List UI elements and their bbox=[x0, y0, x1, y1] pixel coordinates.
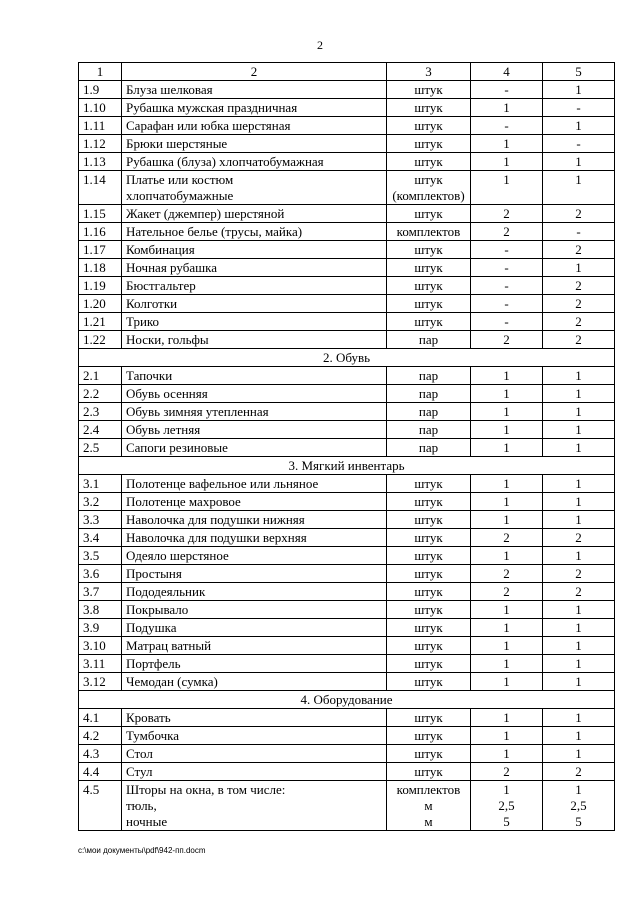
unit-cell: штук bbox=[387, 673, 471, 691]
unit-cell: штук bbox=[387, 745, 471, 763]
table-row bbox=[79, 295, 615, 313]
table-row bbox=[79, 313, 615, 331]
table-row bbox=[79, 205, 615, 223]
quantity-col4-line: 5 bbox=[503, 814, 510, 829]
quantity-col4-cell: - bbox=[471, 117, 543, 135]
table-row bbox=[79, 655, 615, 673]
item-name-cell: Колготки bbox=[122, 295, 387, 313]
item-number-cell: 1.15 bbox=[79, 205, 122, 223]
section-header-row bbox=[79, 457, 615, 475]
quantity-col4-cell: 2 bbox=[471, 763, 543, 781]
item-name-line: Шторы на окна, в том числе: bbox=[126, 782, 286, 797]
unit-cell: штук bbox=[387, 153, 471, 171]
item-name-cell: Рубашка (блуза) хлопчатобумажная bbox=[122, 153, 387, 171]
table-row bbox=[79, 745, 615, 763]
table-row bbox=[79, 153, 615, 171]
header-cell-4: 4 bbox=[471, 63, 543, 81]
unit-line: комплектов bbox=[396, 782, 461, 797]
unit-cell: пар bbox=[387, 403, 471, 421]
unit-cell: штук bbox=[387, 241, 471, 259]
unit-line: м bbox=[424, 798, 433, 813]
quantity-col5-cell: - bbox=[543, 99, 615, 117]
quantity-col5-cell: 1 bbox=[543, 171, 615, 205]
item-name-cell: Обувь осенняя bbox=[122, 385, 387, 403]
quantity-col4-cell bbox=[471, 781, 543, 831]
unit-cell: штук bbox=[387, 493, 471, 511]
unit-cell: штук bbox=[387, 583, 471, 601]
table-body bbox=[79, 81, 615, 831]
quantity-col5-cell: 2 bbox=[543, 205, 615, 223]
item-number-cell: 1.20 bbox=[79, 295, 122, 313]
item-number-cell: 2.2 bbox=[79, 385, 122, 403]
quantity-col5-cell: 2 bbox=[543, 313, 615, 331]
item-name-cell: Сарафан или юбка шерстяная bbox=[122, 117, 387, 135]
header-cell-5: 5 bbox=[543, 63, 615, 81]
item-name-cell: Брюки шерстяные bbox=[122, 135, 387, 153]
item-number-cell: 3.7 bbox=[79, 583, 122, 601]
unit-cell: штук bbox=[387, 117, 471, 135]
item-number-cell: 2.3 bbox=[79, 403, 122, 421]
table-row bbox=[79, 241, 615, 259]
item-number-cell: 3.2 bbox=[79, 493, 122, 511]
unit-cell: пар bbox=[387, 385, 471, 403]
quantity-col4-cell: 1 bbox=[471, 727, 543, 745]
header-cell-3: 3 bbox=[387, 63, 471, 81]
quantity-col4-cell: 2 bbox=[471, 583, 543, 601]
item-name-cell: Блуза шелковая bbox=[122, 81, 387, 99]
unit-cell: штук bbox=[387, 529, 471, 547]
table-row bbox=[79, 529, 615, 547]
unit-cell: штук bbox=[387, 727, 471, 745]
item-name-cell: Бюстгальтер bbox=[122, 277, 387, 295]
table-row bbox=[79, 673, 615, 691]
item-name-cell: Нательное белье (трусы, майка) bbox=[122, 223, 387, 241]
table-row bbox=[79, 565, 615, 583]
quantity-col4-cell: 1 bbox=[471, 135, 543, 153]
item-name-cell: Простыня bbox=[122, 565, 387, 583]
unit-cell: штук bbox=[387, 99, 471, 117]
quantity-col5-cell: 1 bbox=[543, 547, 615, 565]
table-row bbox=[79, 475, 615, 493]
item-number-cell: 4.1 bbox=[79, 709, 122, 727]
item-number-cell: 1.16 bbox=[79, 223, 122, 241]
item-name-cell: Подушка bbox=[122, 619, 387, 637]
quantity-col5-cell: 2 bbox=[543, 331, 615, 349]
item-name-cell: Рубашка мужская праздничная bbox=[122, 99, 387, 117]
header-cell-2: 2 bbox=[122, 63, 387, 81]
quantity-col4-cell: 1 bbox=[471, 493, 543, 511]
item-name-cell: Тапочки bbox=[122, 367, 387, 385]
table-row bbox=[79, 547, 615, 565]
item-number-cell: 1.9 bbox=[79, 81, 122, 99]
item-name-cell: Матрац ватный bbox=[122, 637, 387, 655]
header-cell-1: 1 bbox=[79, 63, 122, 81]
quantity-col5-cell: 1 bbox=[543, 511, 615, 529]
quantity-col5-cell: 1 bbox=[543, 259, 615, 277]
item-number-cell: 3.5 bbox=[79, 547, 122, 565]
quantity-col5-cell: 1 bbox=[543, 117, 615, 135]
quantity-col4-cell: 1 bbox=[471, 475, 543, 493]
page-number: 2 bbox=[317, 38, 323, 52]
quantity-col4-cell: 1 bbox=[471, 99, 543, 117]
quantity-col4-cell: 2 bbox=[471, 205, 543, 223]
quantity-col5-cell: 1 bbox=[543, 745, 615, 763]
table-row bbox=[79, 637, 615, 655]
quantity-col4-cell: 2 bbox=[471, 223, 543, 241]
unit-cell: штук bbox=[387, 313, 471, 331]
unit-cell: штук bbox=[387, 475, 471, 493]
item-name-cell: Комбинация bbox=[122, 241, 387, 259]
unit-cell: пар bbox=[387, 421, 471, 439]
item-number-cell: 3.10 bbox=[79, 637, 122, 655]
table-row bbox=[79, 601, 615, 619]
unit-cell: комплектов bbox=[387, 223, 471, 241]
unit-cell bbox=[387, 171, 471, 205]
quantity-col5-cell: 1 bbox=[543, 439, 615, 457]
item-name-cell: Кровать bbox=[122, 709, 387, 727]
unit-cell: штук bbox=[387, 135, 471, 153]
quantity-col4-cell: 1 bbox=[471, 367, 543, 385]
quantity-col4-cell: 1 bbox=[471, 547, 543, 565]
quantity-col4-cell: 1 bbox=[471, 153, 543, 171]
item-name-cell: Ночная рубашка bbox=[122, 259, 387, 277]
section-header-row bbox=[79, 349, 615, 367]
quantity-col4-line: 1 bbox=[503, 782, 510, 797]
table-row bbox=[79, 781, 615, 831]
item-number-cell: 1.19 bbox=[79, 277, 122, 295]
item-number-cell: 1.17 bbox=[79, 241, 122, 259]
unit-line: м bbox=[424, 814, 433, 829]
item-name-cell: Трико bbox=[122, 313, 387, 331]
table-row bbox=[79, 385, 615, 403]
quantity-col5-line: 1 bbox=[575, 782, 582, 797]
table-row bbox=[79, 493, 615, 511]
table-row bbox=[79, 99, 615, 117]
table-row bbox=[79, 421, 615, 439]
item-name-cell: Обувь зимняя утепленная bbox=[122, 403, 387, 421]
table-row bbox=[79, 709, 615, 727]
item-number-cell: 4.4 bbox=[79, 763, 122, 781]
table-row bbox=[79, 763, 615, 781]
quantity-col4-cell: - bbox=[471, 277, 543, 295]
item-number-cell: 1.22 bbox=[79, 331, 122, 349]
quantity-col5-cell: 1 bbox=[543, 727, 615, 745]
quantity-col4-cell: - bbox=[471, 259, 543, 277]
section-title: 2. Обувь bbox=[79, 349, 615, 367]
item-number-cell: 1.10 bbox=[79, 99, 122, 117]
table-row bbox=[79, 619, 615, 637]
item-number-cell: 1.13 bbox=[79, 153, 122, 171]
unit-cell: штук bbox=[387, 547, 471, 565]
item-name-cell: Чемодан (сумка) bbox=[122, 673, 387, 691]
item-number-cell: 4.5 bbox=[79, 781, 122, 831]
item-name-cell: Стул bbox=[122, 763, 387, 781]
item-number-cell: 4.2 bbox=[79, 727, 122, 745]
quantity-col4-cell: - bbox=[471, 295, 543, 313]
item-name-cell: Носки, гольфы bbox=[122, 331, 387, 349]
item-name-cell: Наволочка для подушки верхняя bbox=[122, 529, 387, 547]
section-title: 3. Мягкий инвентарь bbox=[79, 457, 615, 475]
item-number-cell: 3.8 bbox=[79, 601, 122, 619]
quantity-col5-cell: - bbox=[543, 223, 615, 241]
quantity-col5-cell: 1 bbox=[543, 385, 615, 403]
item-number-cell: 3.6 bbox=[79, 565, 122, 583]
item-name-line: тюль, bbox=[126, 798, 157, 813]
quantity-col5-cell: 1 bbox=[543, 493, 615, 511]
item-name-line: Платье или костюм bbox=[126, 172, 234, 187]
quantity-col5-cell bbox=[543, 781, 615, 831]
quantity-col5-cell: 1 bbox=[543, 403, 615, 421]
item-name-cell bbox=[122, 781, 387, 831]
unit-cell: пар bbox=[387, 367, 471, 385]
table-row bbox=[79, 331, 615, 349]
item-number-cell: 2.1 bbox=[79, 367, 122, 385]
item-number-cell: 1.18 bbox=[79, 259, 122, 277]
quantity-col5-cell: 2 bbox=[543, 241, 615, 259]
item-name-cell bbox=[122, 171, 387, 205]
quantity-col4-cell: - bbox=[471, 313, 543, 331]
quantity-col5-cell: 1 bbox=[543, 601, 615, 619]
quantity-col5-cell: 1 bbox=[543, 421, 615, 439]
quantity-col5-cell: 1 bbox=[543, 655, 615, 673]
quantity-col4-cell: 1 bbox=[471, 619, 543, 637]
unit-cell bbox=[387, 781, 471, 831]
unit-cell: штук bbox=[387, 259, 471, 277]
quantity-col4-cell: 2 bbox=[471, 565, 543, 583]
quantity-col5-line: 5 bbox=[575, 814, 582, 829]
quantity-col4-cell: 1 bbox=[471, 385, 543, 403]
item-number-cell: 4.3 bbox=[79, 745, 122, 763]
quantity-col5-cell: 2 bbox=[543, 277, 615, 295]
unit-line: (комплектов) bbox=[392, 188, 465, 203]
quantity-col5-cell: 1 bbox=[543, 153, 615, 171]
quantity-col5-line: 2,5 bbox=[570, 798, 587, 813]
table-row bbox=[79, 135, 615, 153]
quantity-col5-cell: 1 bbox=[543, 673, 615, 691]
item-name-cell: Пододеяльник bbox=[122, 583, 387, 601]
quantity-col5-cell: 1 bbox=[543, 81, 615, 99]
quantity-col4-cell: 1 bbox=[471, 171, 543, 205]
table-row bbox=[79, 583, 615, 601]
item-name-cell: Обувь летняя bbox=[122, 421, 387, 439]
unit-cell: штук bbox=[387, 295, 471, 313]
quantity-col5-cell: 1 bbox=[543, 367, 615, 385]
quantity-col5-cell: - bbox=[543, 135, 615, 153]
quantity-col4-line: 2,5 bbox=[498, 798, 515, 813]
quantity-col5-cell: 2 bbox=[543, 529, 615, 547]
item-number-cell: 3.12 bbox=[79, 673, 122, 691]
item-name-cell: Наволочка для подушки нижняя bbox=[122, 511, 387, 529]
quantity-col5-cell: 2 bbox=[543, 763, 615, 781]
item-name-cell: Одеяло шерстяное bbox=[122, 547, 387, 565]
item-number-cell: 1.11 bbox=[79, 117, 122, 135]
quantity-col5-cell: 1 bbox=[543, 709, 615, 727]
quantity-col4-cell: 1 bbox=[471, 403, 543, 421]
quantity-col5-cell: 2 bbox=[543, 583, 615, 601]
quantity-col4-cell: 2 bbox=[471, 331, 543, 349]
quantity-col5-cell: 2 bbox=[543, 565, 615, 583]
unit-cell: штук bbox=[387, 709, 471, 727]
table-row bbox=[79, 277, 615, 295]
item-name-line: хлопчатобумажные bbox=[126, 188, 234, 203]
unit-cell: штук bbox=[387, 655, 471, 673]
unit-cell: штук bbox=[387, 511, 471, 529]
quantity-col5-cell: 1 bbox=[543, 637, 615, 655]
item-number-cell: 3.9 bbox=[79, 619, 122, 637]
quantity-col4-cell: 1 bbox=[471, 709, 543, 727]
section-title: 4. Оборудование bbox=[79, 691, 615, 709]
item-number-cell: 1.12 bbox=[79, 135, 122, 153]
item-name-line: ночные bbox=[126, 814, 168, 829]
unit-cell: штук bbox=[387, 601, 471, 619]
table-row bbox=[79, 81, 615, 99]
file-path-footer: c:\мои документы\pdf\942-пп.docm bbox=[78, 846, 206, 855]
table-row bbox=[79, 727, 615, 745]
quantity-col4-cell: 1 bbox=[471, 439, 543, 457]
table-row bbox=[79, 511, 615, 529]
unit-cell: пар bbox=[387, 331, 471, 349]
table-header-row bbox=[79, 63, 615, 81]
unit-cell: штук bbox=[387, 637, 471, 655]
item-name-cell: Полотенце махровое bbox=[122, 493, 387, 511]
item-number-cell: 2.4 bbox=[79, 421, 122, 439]
unit-cell: штук bbox=[387, 565, 471, 583]
quantity-col4-cell: 1 bbox=[471, 655, 543, 673]
item-name-cell: Стол bbox=[122, 745, 387, 763]
quantity-col4-cell: 1 bbox=[471, 601, 543, 619]
table-row bbox=[79, 171, 615, 205]
unit-cell: штук bbox=[387, 619, 471, 637]
unit-cell: штук bbox=[387, 763, 471, 781]
table-row bbox=[79, 259, 615, 277]
item-name-cell: Сапоги резиновые bbox=[122, 439, 387, 457]
table-row bbox=[79, 403, 615, 421]
quantity-col4-cell: 1 bbox=[471, 673, 543, 691]
item-number-cell: 2.5 bbox=[79, 439, 122, 457]
quantity-col4-cell: 1 bbox=[471, 745, 543, 763]
item-number-cell: 3.11 bbox=[79, 655, 122, 673]
table-row bbox=[79, 367, 615, 385]
item-name-cell: Портфель bbox=[122, 655, 387, 673]
quantity-col4-cell: 1 bbox=[471, 511, 543, 529]
table-row bbox=[79, 223, 615, 241]
item-number-cell: 3.4 bbox=[79, 529, 122, 547]
item-number-cell: 3.1 bbox=[79, 475, 122, 493]
item-name-cell: Тумбочка bbox=[122, 727, 387, 745]
quantity-col4-cell: - bbox=[471, 241, 543, 259]
item-number-cell: 1.21 bbox=[79, 313, 122, 331]
table-row bbox=[79, 117, 615, 135]
unit-cell: пар bbox=[387, 439, 471, 457]
quantity-col5-cell: 1 bbox=[543, 475, 615, 493]
section-header-row bbox=[79, 691, 615, 709]
unit-cell: штук bbox=[387, 277, 471, 295]
quantity-col4-cell: - bbox=[471, 81, 543, 99]
quantity-col5-cell: 2 bbox=[543, 295, 615, 313]
table-row bbox=[79, 439, 615, 457]
items-table bbox=[78, 62, 615, 831]
item-name-cell: Жакет (джемпер) шерстяной bbox=[122, 205, 387, 223]
quantity-col4-cell: 1 bbox=[471, 421, 543, 439]
item-name-cell: Полотенце вафельное или льняное bbox=[122, 475, 387, 493]
item-number-cell: 1.14 bbox=[79, 171, 122, 205]
unit-cell: штук bbox=[387, 205, 471, 223]
quantity-col4-cell: 1 bbox=[471, 637, 543, 655]
quantity-col5-cell: 1 bbox=[543, 619, 615, 637]
item-name-cell: Покрывало bbox=[122, 601, 387, 619]
unit-cell: штук bbox=[387, 81, 471, 99]
item-number-cell: 3.3 bbox=[79, 511, 122, 529]
quantity-col4-cell: 2 bbox=[471, 529, 543, 547]
unit-line: штук bbox=[414, 172, 443, 187]
